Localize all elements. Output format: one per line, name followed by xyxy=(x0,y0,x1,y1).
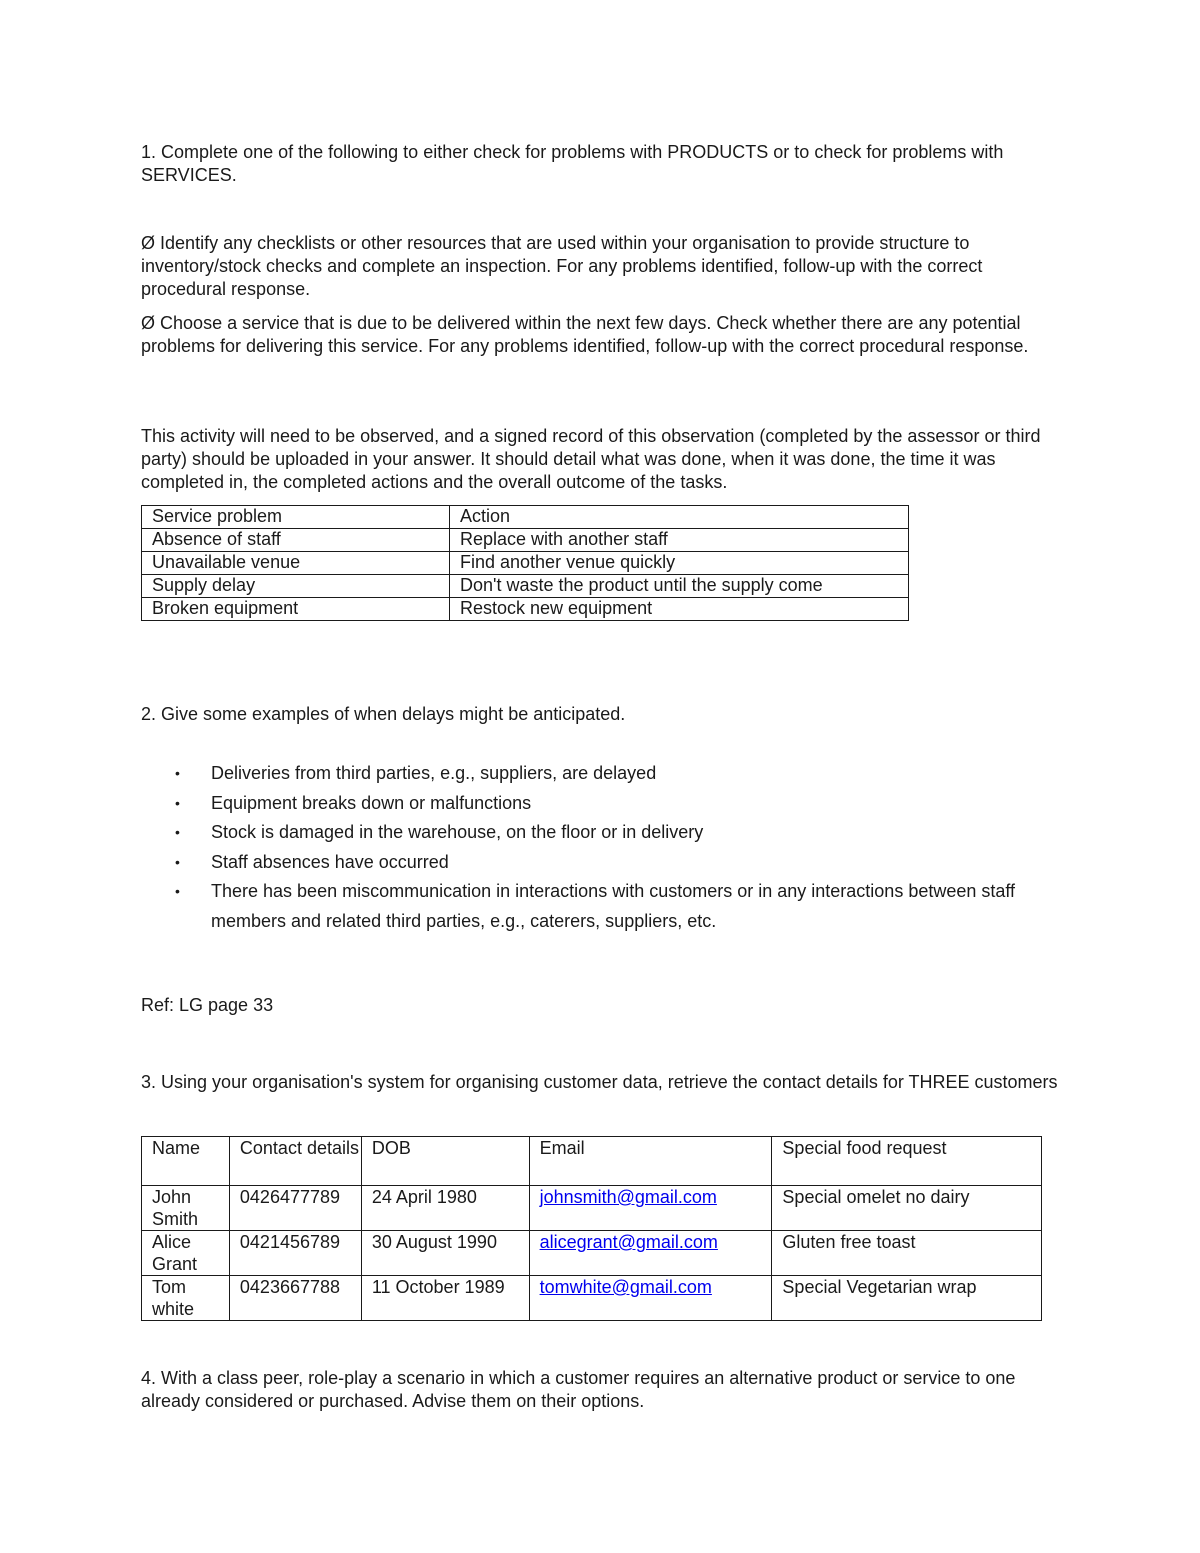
email-link[interactable]: johnsmith@gmail.com xyxy=(539,1187,717,1207)
list-item-text: Deliveries from third parties, e.g., suppliers, are delayed xyxy=(211,763,657,783)
question-1-text: Complete one of the following to either check for problems with PRODUCTS or to check for problems with SERVICES. xyxy=(141,142,1004,185)
list-item xyxy=(141,789,1061,819)
table-row xyxy=(142,1186,1042,1231)
question-1-option-services xyxy=(141,312,1061,358)
list-item-text: There has been miscommunication in interactions with customers or in any interactions between staff members and related third parties, e.g., caterers, suppliers, etc. xyxy=(211,881,1016,931)
arrow-bullet-icon: Ø xyxy=(141,313,156,333)
email-link[interactable]: tomwhite@gmail.com xyxy=(539,1277,712,1297)
bullet-icon: • xyxy=(175,794,180,811)
customer-contact-cell: 0423667788 xyxy=(229,1276,361,1321)
reference-note: Ref: LG page 33 xyxy=(141,995,274,1015)
question-2 xyxy=(141,703,1061,726)
service-problem-cell: Absence of staff xyxy=(142,529,450,552)
customer-details-table xyxy=(141,1136,1042,1321)
header-cell-service-problem: Service problem xyxy=(142,506,450,529)
option-products-text: Identify any checklists or other resources that are used within your organisation to provide structure to inventory/stock checks and complete an inspection. For any problems identified, follow-up with the correct procedural response. xyxy=(141,233,983,299)
list-item xyxy=(141,759,1061,789)
bullet-icon: • xyxy=(175,883,180,899)
customer-contact-cell: 0421456789 xyxy=(229,1231,361,1276)
header-cell-dob: DOB xyxy=(361,1137,529,1186)
list-item-text: Staff absences have occurred xyxy=(211,851,449,872)
service-problem-table-wrapper xyxy=(141,505,1061,621)
table-header-row xyxy=(142,1137,1042,1186)
question-4-text: With a class peer, role-play a scenario in which a customer requires an alternative product or service to one already considered or purchased. Advise them on their options. xyxy=(141,1368,1016,1411)
question-1-number: 1. xyxy=(141,142,157,162)
question-3-number: 3. xyxy=(141,1072,157,1092)
action-cell: Don't waste the product until the supply come xyxy=(450,575,909,598)
arrow-bullet-icon: Ø xyxy=(141,233,156,253)
customer-dob-cell: 30 August 1990 xyxy=(361,1231,529,1276)
table-header-row xyxy=(142,506,909,529)
customer-name-cell: Tom white xyxy=(142,1276,230,1321)
customer-dob-cell: 11 October 1989 xyxy=(361,1276,529,1321)
header-cell-special-food-request: Special food request xyxy=(772,1137,1042,1186)
action-cell: Restock new equipment xyxy=(450,598,909,621)
customer-contact-cell: 0426477789 xyxy=(229,1186,361,1231)
bullet-icon: • xyxy=(175,824,180,840)
question-4-number: 4. xyxy=(141,1368,157,1388)
list-item xyxy=(141,848,1061,878)
bullet-icon: • xyxy=(175,853,180,870)
list-item xyxy=(141,818,1061,848)
customer-name-cell: Alice Grant xyxy=(142,1231,230,1276)
customer-food-request-cell: Special omelet no dairy xyxy=(772,1186,1042,1231)
bullet-icon: • xyxy=(175,765,180,781)
question-3 xyxy=(141,1071,1061,1094)
list-item-text: Stock is damaged in the warehouse, on the floor or in delivery xyxy=(211,822,704,842)
option-services-text: Choose a service that is due to be delivered within the next few days. Check whether there are any potential problems for delivering this service. For any problems identified, follow-up with the correct procedural response. xyxy=(141,313,1029,356)
table-row xyxy=(142,598,909,621)
customer-table-wrapper xyxy=(141,1136,1061,1321)
list-item xyxy=(141,877,1061,936)
list-item-text: Equipment breaks down or malfunctions xyxy=(211,792,532,813)
header-cell-contact-details: Contact details xyxy=(229,1137,361,1186)
delay-examples-list xyxy=(141,759,1061,936)
table-row xyxy=(142,1231,1042,1276)
customer-email-cell xyxy=(529,1276,772,1321)
customer-email-cell xyxy=(529,1231,772,1276)
customer-name-cell: John Smith xyxy=(142,1186,230,1231)
question-1-option-products xyxy=(141,232,1061,301)
service-problem-cell: Unavailable venue xyxy=(142,552,450,575)
table-row xyxy=(142,529,909,552)
action-cell: Replace with another staff xyxy=(450,529,909,552)
observation-note: This activity will need to be observed, and a signed record of this observation (completed by the assessor or third party) should be uploaded in your answer. It should detail what was done, when it was done, the time it was completed in, the completed actions and the overall outcome of the tasks. xyxy=(141,426,1041,492)
action-cell: Find another venue quickly xyxy=(450,552,909,575)
table-row xyxy=(142,1276,1042,1321)
customer-email-cell xyxy=(529,1186,772,1231)
customer-dob-cell: 24 April 1980 xyxy=(361,1186,529,1231)
table-row xyxy=(142,552,909,575)
service-problem-cell: Supply delay xyxy=(142,575,450,598)
header-cell-email: Email xyxy=(529,1137,772,1186)
question-3-text: Using your organisation's system for organising customer data, retrieve the contact details for THREE customers xyxy=(161,1072,1058,1092)
email-link[interactable]: alicegrant@gmail.com xyxy=(539,1232,718,1252)
question-4 xyxy=(141,1367,1061,1413)
service-problem-table xyxy=(141,505,909,621)
customer-food-request-cell: Special Vegetarian wrap xyxy=(772,1276,1042,1321)
question-1 xyxy=(141,141,1061,187)
service-problem-cell: Broken equipment xyxy=(142,598,450,621)
question-2-text: Give some examples of when delays might be anticipated. xyxy=(161,704,626,724)
question-2-number: 2. xyxy=(141,704,157,724)
table-row xyxy=(142,575,909,598)
header-cell-action: Action xyxy=(450,506,909,529)
header-cell-name: Name xyxy=(142,1137,230,1186)
customer-food-request-cell: Gluten free toast xyxy=(772,1231,1042,1276)
